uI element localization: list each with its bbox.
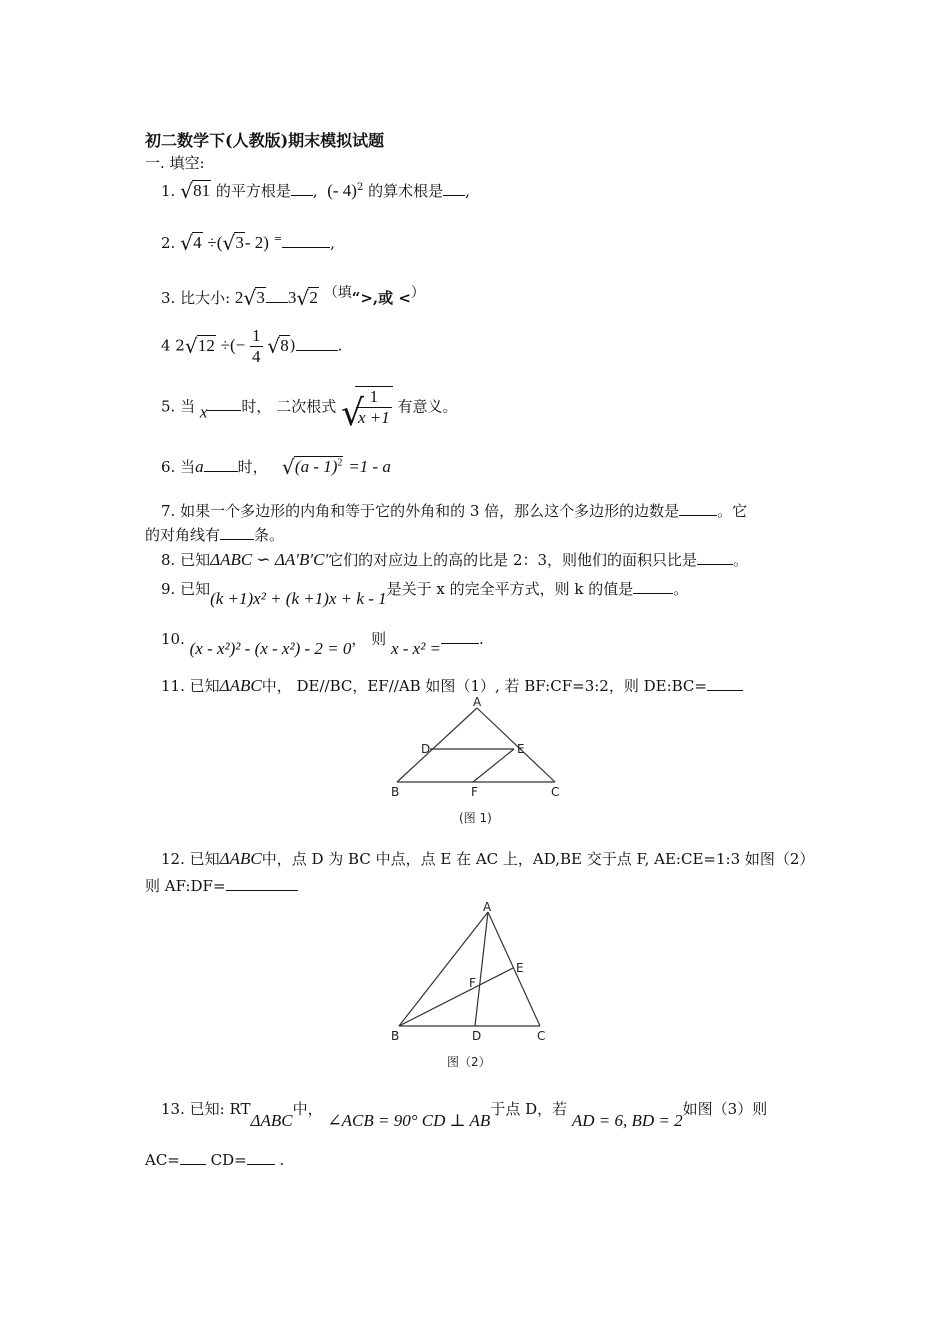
fig1-label-a: A	[473, 696, 482, 709]
fig1-label-d: D	[421, 742, 431, 756]
q13-text2: 于点 D，若	[490, 1100, 568, 1118]
q4-number: 4 2	[161, 336, 185, 355]
q7-text2: 的对角线有	[145, 526, 221, 544]
question-5	[161, 386, 458, 434]
q4-sqrt8: √ 8	[267, 333, 289, 358]
q13-lengths: AD = 6, BD = 2	[571, 1111, 683, 1130]
q8-blank[interactable]	[697, 550, 733, 565]
q10-blank[interactable]	[441, 629, 479, 644]
q13-cd-label: CD=	[210, 1151, 247, 1169]
q3-close: ）	[410, 285, 425, 301]
q2-tail: - 2)	[244, 233, 269, 252]
q1-blank2[interactable]	[443, 181, 465, 196]
q3-note: （填	[323, 285, 352, 301]
q12-prefix: 12. 已知	[161, 850, 220, 868]
question-2	[161, 232, 335, 253]
q7-end1: 。它	[717, 502, 748, 520]
q5-blank[interactable]	[207, 396, 241, 411]
q3-radicand1: 3	[256, 288, 265, 307]
q4-frac-den: 4	[252, 347, 261, 366]
q12-blank[interactable]	[226, 876, 298, 891]
q9-expression: (k +1)x² + (k +1)x + k - 1	[210, 589, 387, 608]
q5-sqrt-fraction: √ $\frac{1}{x +1}$	[341, 386, 393, 428]
question-7-line1	[161, 500, 747, 521]
fig1-side-ac	[477, 708, 555, 782]
q5-prefix: 5. 当	[161, 397, 196, 416]
q4-blank[interactable]	[296, 336, 338, 351]
question-12-line2	[145, 875, 298, 896]
q1-number: 1.	[161, 182, 176, 200]
q2-sqrt-3: √ 3	[222, 231, 244, 255]
q8-similar-triangles: ΔABC ∽ ΔA′B′C′	[210, 550, 329, 569]
q12-triangle: ΔABC	[219, 849, 262, 868]
q10-expression2: x - x² =	[390, 639, 442, 658]
question-12-line1	[161, 848, 814, 869]
q2-end: ,	[330, 234, 335, 252]
fig1-label-e: E	[517, 742, 525, 756]
fig2-line-be	[399, 968, 513, 1026]
q8-text: 它们的对应边上的高的比是 2：3，则他们的面积只比是	[328, 551, 698, 569]
question-8	[161, 549, 748, 570]
q13-text1: 中，	[292, 1100, 323, 1118]
q13-condition: ∠ACB = 90° CD ⊥ AB	[327, 1111, 491, 1130]
q3-radicand2: 2	[309, 288, 318, 307]
q5-text1: 时， 二次根式	[241, 397, 337, 416]
q7-end2: 条。	[254, 526, 285, 544]
q4-end: .	[337, 336, 343, 355]
q4-fraction	[250, 326, 263, 367]
q10-end: .	[479, 630, 484, 648]
question-13-line2	[145, 1150, 284, 1169]
q1-exponent: 2	[356, 182, 364, 193]
q2-number: 2.	[161, 234, 176, 252]
fig1-label-b: B	[391, 785, 400, 799]
q6-sqrt: √ (a - 1)$^2$	[281, 455, 343, 479]
fig2-median-ad	[475, 912, 488, 1026]
q1-blank1[interactable]	[291, 181, 313, 196]
question-4	[161, 326, 342, 367]
q1-radicand: 81	[193, 181, 211, 200]
q3-note2: “>,或 <	[351, 289, 411, 307]
q4-divide: ÷(	[220, 335, 236, 355]
page-title: 初二数学下(人教版)期末模拟试题	[145, 131, 385, 150]
q8-end: 。	[733, 551, 749, 569]
q9-text: 是关于 x 的完全平方式，则 k 的值是	[386, 580, 634, 598]
section-heading: 一. 填空:	[145, 154, 205, 172]
fig2-side-ac	[488, 912, 540, 1026]
fig2-label-d: D	[472, 1029, 482, 1043]
fig1-caption: (图 1)	[459, 811, 492, 825]
q3-coef2: 3	[287, 288, 297, 307]
q9-blank[interactable]	[633, 579, 673, 594]
q13-text3: 如图（3）则	[682, 1100, 768, 1118]
fig1-label-c: C	[551, 785, 560, 799]
fig2-label-c: C	[537, 1029, 546, 1043]
q3-number: 3. 比大小:	[161, 289, 231, 307]
q10-expression: (x - x²)² - (x - x²) - 2 = 0	[189, 639, 352, 658]
q11-prefix: 11. 已知	[161, 677, 220, 695]
q11-blank[interactable]	[707, 676, 743, 691]
fig2-label-f: F	[469, 976, 476, 990]
q6-text1: 时，	[237, 458, 268, 476]
q10-number: 10.	[161, 630, 185, 648]
q5-frac-num: 1	[356, 387, 392, 408]
q2-divide: ÷(	[207, 233, 223, 252]
q6-variable: a	[195, 457, 204, 476]
q12-text2: 则 AF:DF=	[145, 877, 226, 895]
fig2-label-b: B	[391, 1029, 400, 1043]
fig2-caption: 图（2）	[447, 1055, 491, 1069]
q3-sqrt1: √ 3	[243, 286, 265, 310]
q4-radicand1: 12	[197, 335, 215, 355]
fig2-label-a: A	[483, 900, 492, 914]
q3-sqrt2: √ 2	[296, 286, 318, 310]
q6-inner: (a - 1)	[294, 457, 338, 476]
q1-power-base: (- 4)	[327, 181, 357, 200]
q11-text: 中， DE//BC，EF//AB 如图（1）, 若 BF:CF=3:2，则 DE:BC=	[261, 677, 707, 695]
question-6	[161, 456, 391, 477]
q7-blank2[interactable]	[220, 525, 254, 540]
q5-text2: 有意义。	[397, 397, 458, 416]
q1-text2: 的算术根是	[368, 182, 444, 200]
q9-prefix: 9. 已知	[161, 580, 211, 598]
q2-radicand-1: 4	[193, 233, 202, 252]
q13-blank-cd[interactable]	[247, 1150, 275, 1165]
q4-frac-num: 1	[252, 326, 261, 345]
q6-rhs: =1 - a	[348, 457, 391, 476]
q2-radicand-2: 3	[235, 233, 244, 252]
figure-1	[385, 696, 565, 830]
q12-text: 中，点 D 为 BC 中点，点 E 在 AC 上，AD,BE 交于点 F, AE:CE=1:3 如图（2）	[261, 850, 815, 868]
fig1-side-ab	[397, 708, 477, 782]
question-13-line1	[161, 1098, 767, 1131]
q6-blank[interactable]	[204, 457, 238, 472]
q11-triangle: ΔABC	[219, 676, 262, 695]
q13-triangle: ΔABC	[250, 1111, 293, 1130]
q2-equals: =	[273, 234, 283, 245]
q8-prefix: 8. 已知	[161, 551, 211, 569]
q3-blank[interactable]	[266, 288, 288, 303]
question-10	[161, 628, 484, 659]
q7-text1: 7. 如果一个多边形的内角和等于它的外角和的 3 倍，那么这个多边形的边数是	[161, 502, 680, 520]
question-3	[161, 282, 425, 308]
q1-sqrt: √ 81	[180, 179, 211, 203]
question-11	[161, 675, 743, 696]
q4-radicand2: 8	[280, 335, 289, 355]
fig2-label-e: E	[516, 961, 524, 975]
q5-variable: x	[199, 402, 208, 422]
question-9	[161, 578, 688, 609]
q3-coef1: 2	[234, 288, 244, 307]
q5-frac-den: x +1	[357, 408, 390, 427]
q7-blank1[interactable]	[679, 501, 717, 516]
q4-sign: −	[235, 335, 246, 355]
q13-blank-ac[interactable]	[180, 1150, 206, 1165]
q1-end: ,	[465, 182, 470, 200]
q13-end: .	[279, 1151, 285, 1169]
figure-2	[385, 898, 560, 1078]
fig2-side-ab	[399, 912, 488, 1026]
fig1-line-ef	[473, 749, 514, 782]
q10-text: ， 则	[351, 630, 387, 648]
q2-sqrt-4: √ 4	[180, 231, 202, 255]
q6-prefix: 6. 当	[161, 458, 196, 476]
q4-sqrt12: √ 12	[184, 333, 215, 358]
question-7-line2	[145, 524, 284, 545]
q13-ac-label: AC=	[145, 1151, 180, 1169]
fig1-label-f: F	[471, 785, 478, 799]
q13-prefix: 13. 已知: RT	[161, 1100, 251, 1118]
q2-blank[interactable]	[282, 233, 330, 248]
q4-close: )	[289, 336, 296, 355]
question-1: 1. √ 81 的平方根是 , (- 4)$^2$ 的算术根是 ,	[161, 179, 470, 203]
q1-text1: 的平方根是	[215, 182, 291, 200]
q9-end: 。	[673, 580, 689, 598]
q6-exponent: 2	[337, 457, 343, 469]
